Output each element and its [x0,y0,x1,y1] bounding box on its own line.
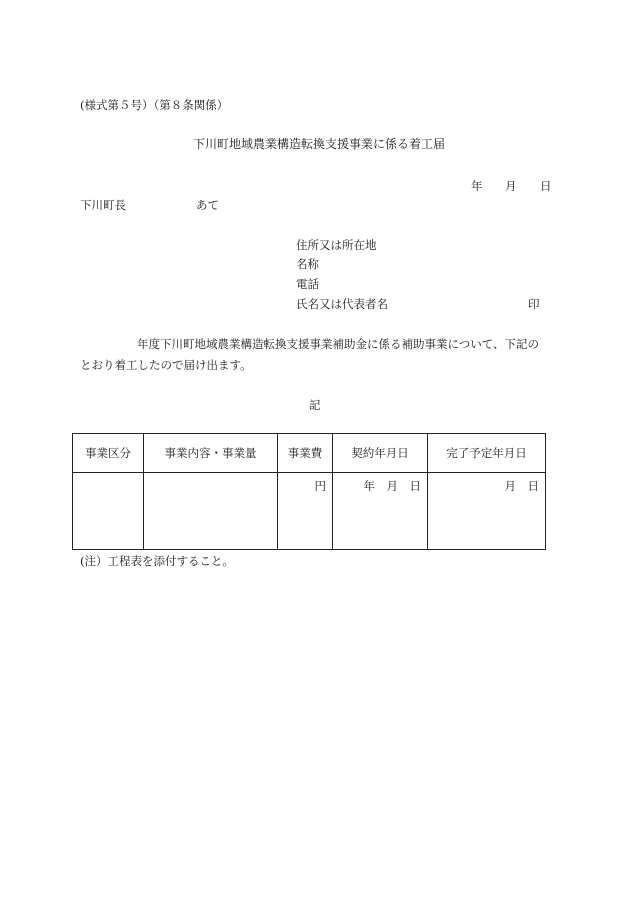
cell-business-category[interactable] [73,473,144,550]
form-number: (様式第５号）（第８条関係） [80,98,229,112]
addressee-name: 下川町長 [80,198,126,212]
cell-contract-date[interactable] [333,473,428,550]
addressee-suffix: あて [196,198,219,212]
works-table [72,433,546,550]
document-title: 下川町地域農業構造転換支援事業に係る着工届 [193,137,446,151]
header-business-cost: 事業費 [278,434,333,473]
body-text-line-2: とおり着工したので届け出ます。 [80,358,252,372]
applicant-address-label: 住所又は所在地 [296,238,377,252]
cell-completion-date[interactable] [428,473,546,550]
table-row [73,473,546,550]
header-business-category: 事業区分 [73,434,144,473]
date-year-label: 年 [471,179,483,193]
ki-heading: 記 [309,398,321,412]
header-business-content: 事業内容・事業量 [144,434,278,473]
applicant-phone-label: 電話 [296,277,319,291]
applicant-representative-label: 氏名又は代表者名 [296,297,388,311]
footnote: (注）工程表を添付すること。 [80,554,234,568]
cost-unit-label: 円 [314,479,326,493]
contract-date-label: 年 月 日 [363,479,421,493]
date-day-label: 日 [540,179,552,193]
header-completion-date: 完了予定年月日 [428,434,546,473]
header-contract-date: 契約年月日 [333,434,428,473]
date-month-label: 月 [505,179,517,193]
table-header-row [73,434,546,473]
cell-business-content[interactable] [144,473,278,550]
body-text-line-1: 年度下川町地域農業構造転換支援事業補助金に係る補助事業について、下記の [137,337,540,351]
completion-date-label: 月 日 [504,479,539,493]
applicant-name-label: 名称 [296,257,319,271]
seal-mark: 印 [528,297,540,311]
cell-business-cost[interactable] [278,473,333,550]
